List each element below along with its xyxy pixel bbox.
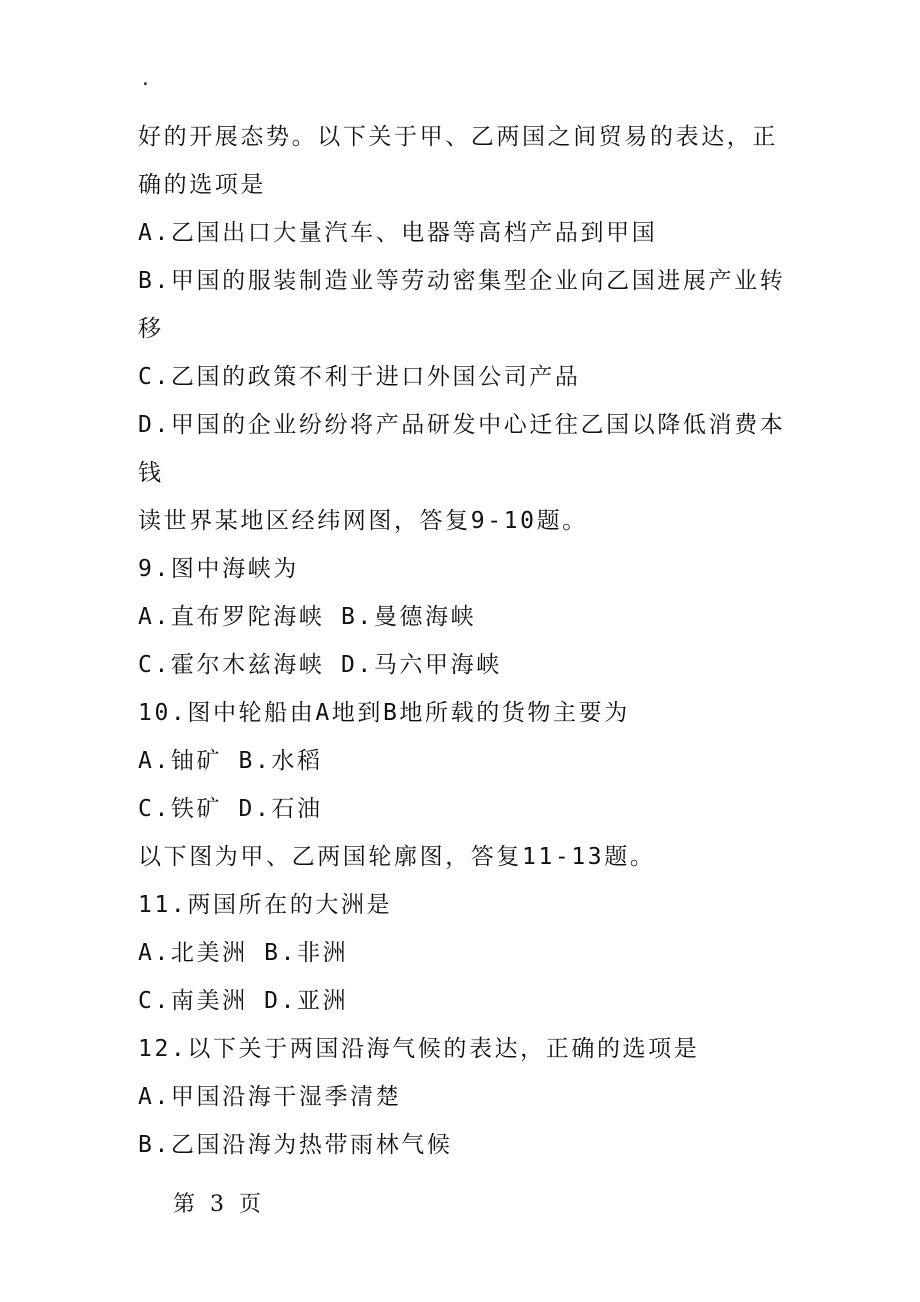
text-line-question-8-stem: 好的开展态势。以下关于甲、乙两国之间贸易的表达，正 [138,124,778,150]
question-11: 11.两国所在的大洲是 [138,892,393,918]
header-dot: . [140,69,151,90]
question-12: 12.以下关于两国沿海气候的表达，正确的选项是 [138,1036,700,1062]
option-8-d-cont: 钱 [138,460,164,486]
options-10-ab: A.铀矿 B.水稻 [138,748,323,774]
option-12-b: B.乙国沿海为热带雨林气候 [138,1132,453,1158]
section-intro-11-13: 以下图为甲、乙两国轮廓图，答复11-13题。 [138,844,656,870]
option-8-b-cont: 移 [138,316,164,342]
options-9-cd: C.霍尔木兹海峡 D.马六甲海峡 [138,652,502,678]
section-intro-9-10: 读世界某地区经纬网图，答复9-10题。 [138,508,588,534]
option-8-a: A.乙国出口大量汽车、电器等高档产品到甲国 [138,220,658,246]
document-body [138,113,786,1169]
option-8-b: B.甲国的服装制造业等劳动密集型企业向乙国进展产业转 [138,268,786,294]
question-10: 10.图中轮船由A地到B地所载的货物主要为 [138,700,630,726]
option-8-c: C.乙国的政策不利于进口外国公司产品 [138,364,581,390]
option-8-d: D.甲国的企业纷纷将产品研发中心迁往乙国以降低消费本 [138,412,786,438]
page-number: 第 3 页 [173,1192,265,1217]
options-11-cd: C.南美洲 D.亚洲 [138,988,349,1014]
options-10-cd: C.铁矿 D.石油 [138,796,323,822]
options-9-ab: A.直布罗陀海峡 B.曼德海峡 [138,604,477,630]
question-9: 9.图中海峡为 [138,556,299,582]
text-line-question-8-stem-cont: 确的选项是 [138,172,266,198]
options-11-ab: A.北美洲 B.非洲 [138,940,349,966]
option-12-a: A.甲国沿海干湿季清楚 [138,1084,402,1110]
